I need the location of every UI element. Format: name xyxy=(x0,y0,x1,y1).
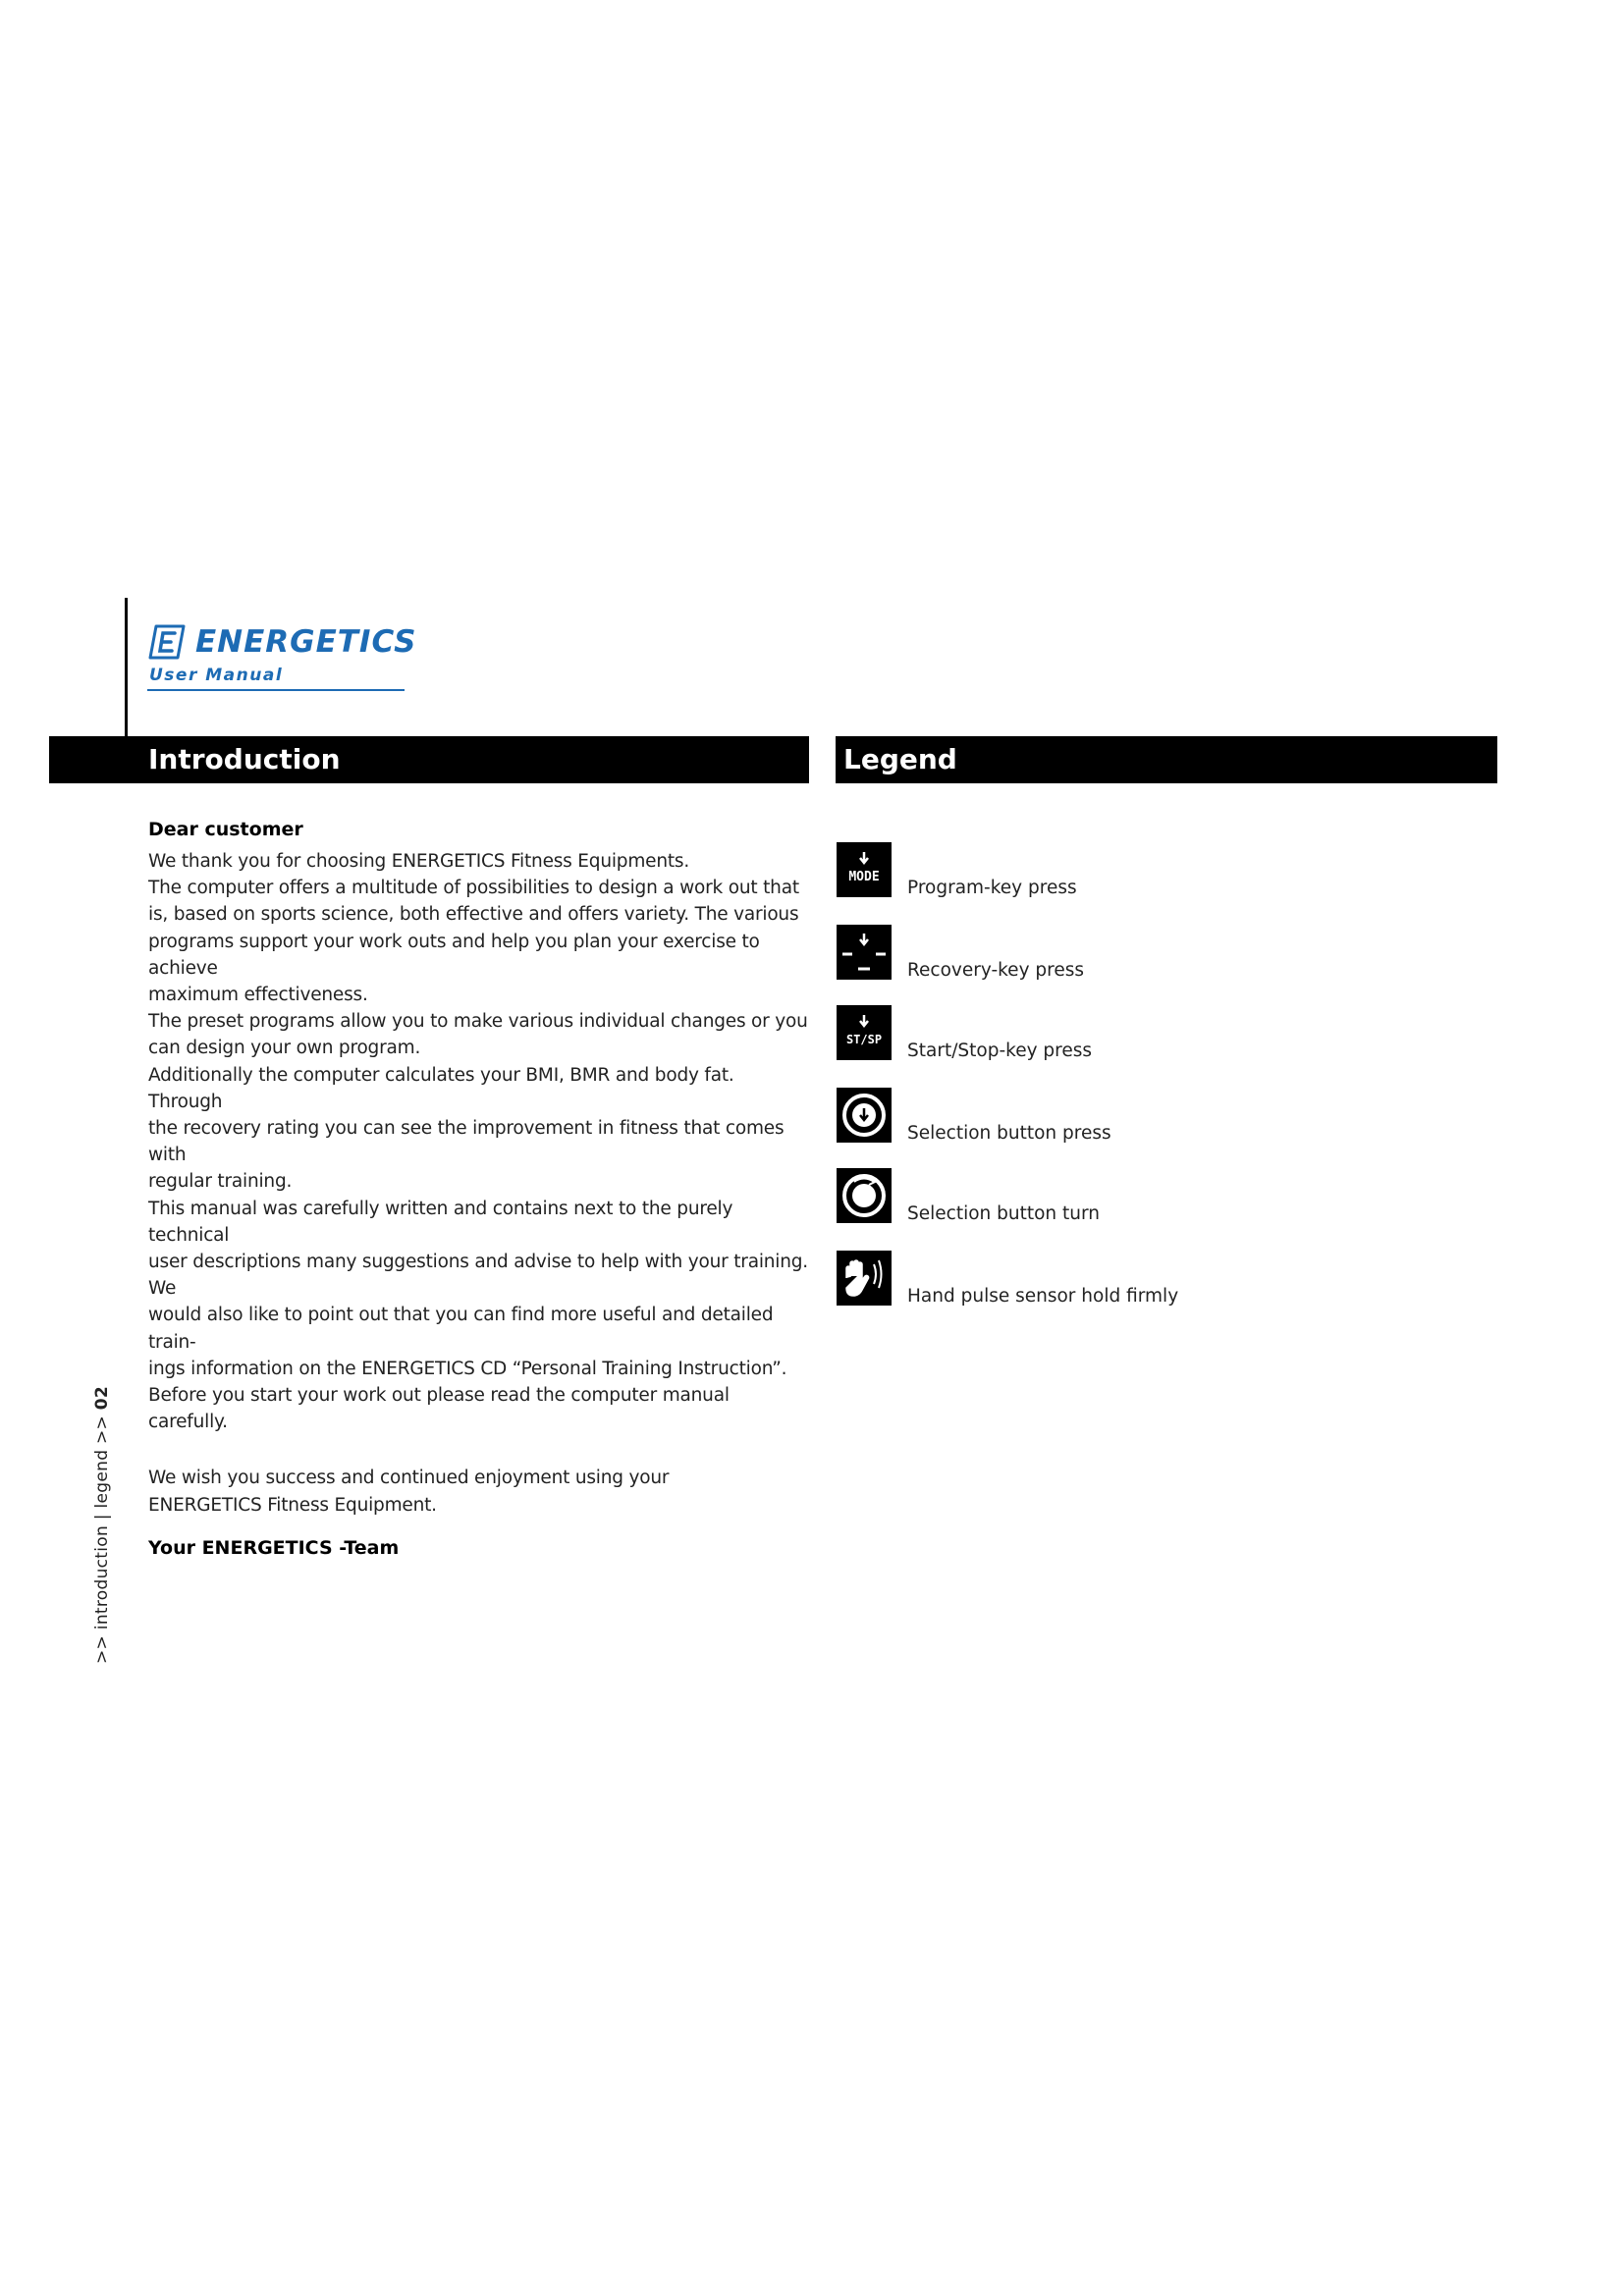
body-line: is, based on sports science, both effective and offers variety. The various xyxy=(148,904,799,926)
start-stop-key-icon xyxy=(837,1005,892,1060)
introduction-body xyxy=(148,848,811,1435)
body-line: The preset programs allow you to make various individual changes or you xyxy=(148,1011,808,1033)
side-nav-prefix: >> introduction | legend >> xyxy=(92,1410,112,1664)
legend-label: Program-key press xyxy=(907,878,1077,898)
body-line: programs support your work outs and help you plan your exercise to achieve xyxy=(148,931,760,979)
selection-press-icon xyxy=(837,1088,892,1143)
body-line: would also like to point out that you can find more useful and detailed train- xyxy=(148,1305,774,1353)
body-line: maximum effectiveness. xyxy=(148,985,368,1006)
legend-item-start-stop-key xyxy=(837,1005,1465,1060)
introduction-heading-bar xyxy=(49,736,809,783)
side-navigation xyxy=(92,1379,112,1664)
side-nav-text xyxy=(92,1386,112,1664)
brand-subtitle: User Manual xyxy=(149,666,284,685)
legend-heading-bar xyxy=(836,736,1497,783)
closing-line: We wish you success and continued enjoyment using your xyxy=(148,1468,670,1489)
page-number: 02 xyxy=(92,1385,112,1411)
legend-label: Hand pulse sensor hold firmly xyxy=(907,1286,1179,1307)
body-line: regular training. xyxy=(148,1171,293,1193)
hand-pulse-icon xyxy=(837,1251,892,1306)
legend-item-selection-press xyxy=(837,1088,1465,1143)
recovery-key-icon xyxy=(837,925,892,980)
body-line: Additionally the computer calculates your BMI, BMR and body fat. Through xyxy=(148,1064,734,1112)
closing-line: ENERGETICS Fitness Equipment. xyxy=(148,1494,437,1516)
legend-label: Selection button turn xyxy=(907,1203,1101,1224)
body-line: can design your own program. xyxy=(148,1038,421,1059)
energetics-logo-icon xyxy=(147,622,187,662)
legend-item-recovery-key xyxy=(837,925,1465,980)
start-stop-key-text: ST/SP xyxy=(845,1033,883,1046)
brand-name: ENERGETICS xyxy=(195,624,417,660)
legend-label: Recovery-key press xyxy=(907,960,1084,981)
legend-label: Start/Stop-key press xyxy=(907,1041,1093,1061)
legend-item-program-key xyxy=(837,842,1465,897)
introduction-title: Introduction xyxy=(148,743,341,775)
body-line: We thank you for choosing ENERGETICS Fitness Equipments. xyxy=(148,851,690,872)
body-line: the recovery rating you can see the improvement in fitness that comes with xyxy=(148,1118,785,1166)
legend-label: Selection button press xyxy=(907,1123,1111,1144)
legend-item-selection-turn xyxy=(837,1168,1465,1223)
signature: Your ENERGETICS -Team xyxy=(148,1536,400,1559)
mode-key-text: MODE xyxy=(848,870,880,884)
logo-underline xyxy=(147,689,405,691)
body-line: This manual was carefully written and contains next to the purely technical xyxy=(148,1198,733,1246)
body-line: user descriptions many suggestions and advise to help with your training. We xyxy=(148,1252,808,1300)
legend-title: Legend xyxy=(843,743,957,775)
body-line: The computer offers a multitude of possibilities to design a work out that xyxy=(148,878,799,899)
introduction-section xyxy=(148,817,811,1562)
brand-logo xyxy=(147,620,417,691)
header-vertical-rule xyxy=(125,598,128,737)
mode-key-icon xyxy=(837,842,892,897)
selection-turn-icon xyxy=(837,1168,892,1223)
body-line: Before you start your work out please read the computer manual carefully. xyxy=(148,1385,730,1433)
greeting: Dear customer xyxy=(148,819,303,840)
body-line: ings information on the ENERGETICS CD “Personal Training Instruction”. xyxy=(148,1358,787,1379)
legend-item-hand-pulse xyxy=(837,1251,1465,1306)
